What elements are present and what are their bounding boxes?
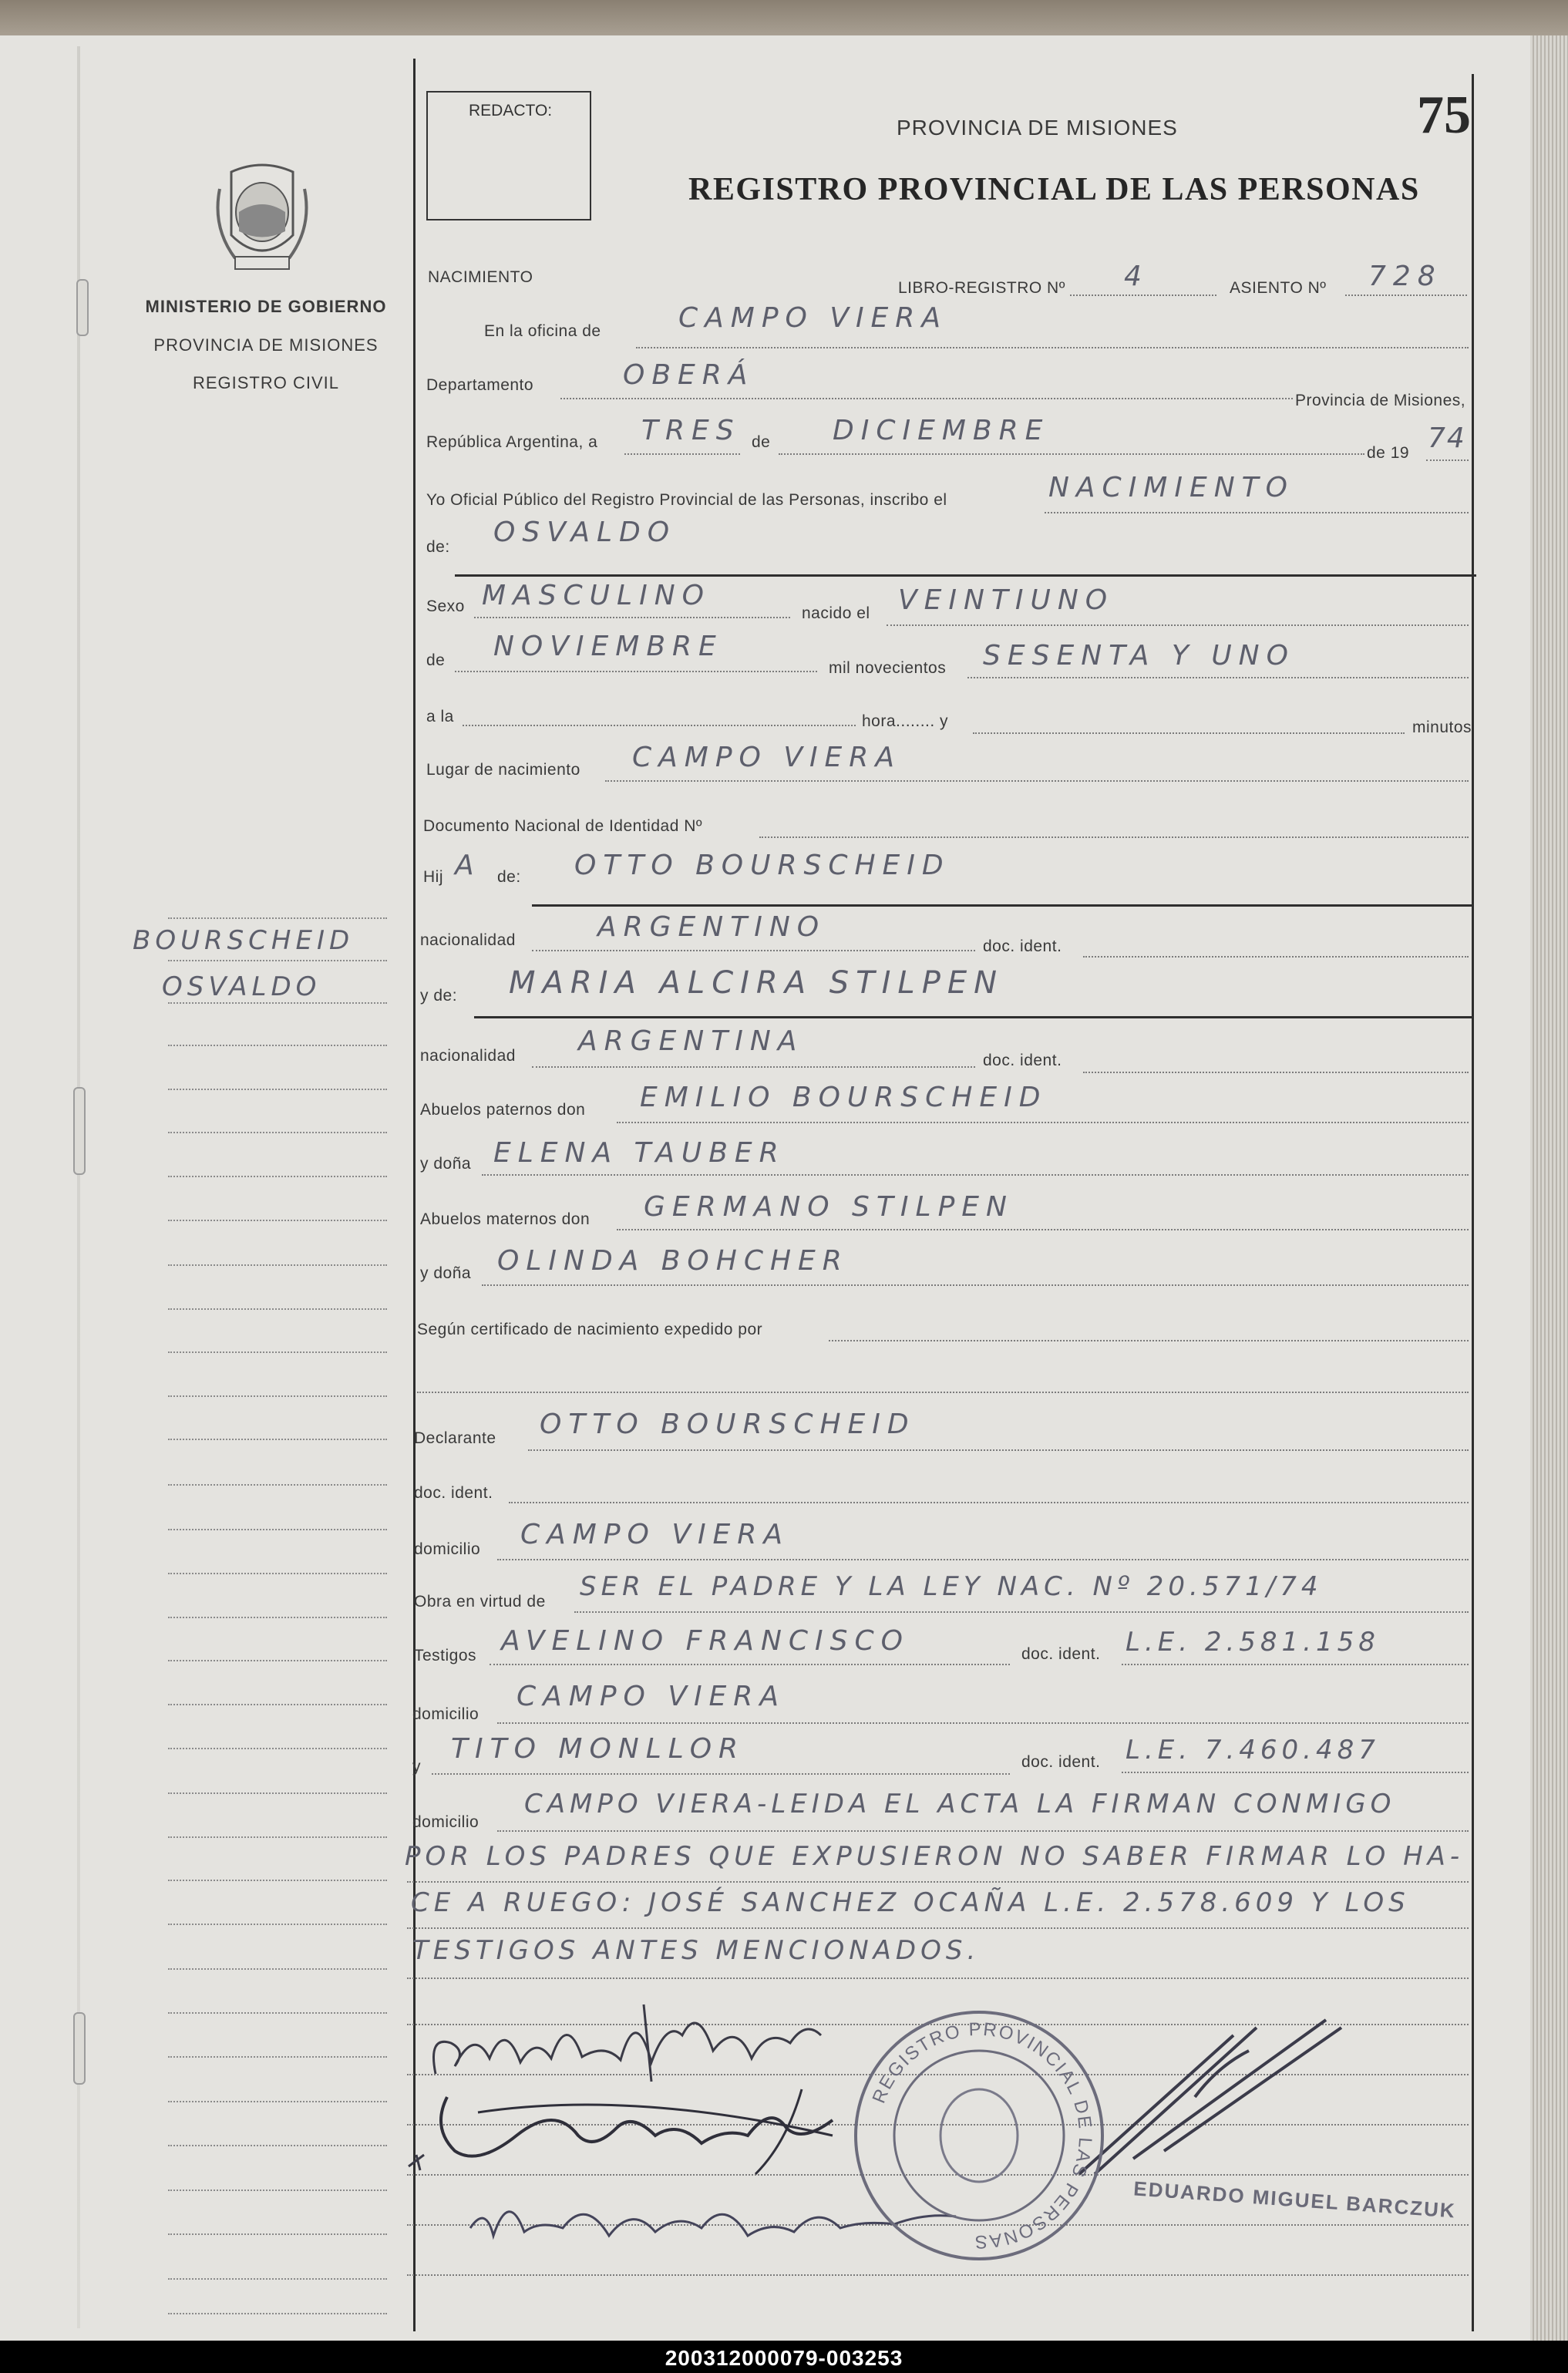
asiento-value: 728	[1368, 261, 1442, 292]
nac-padre-line	[532, 950, 975, 951]
domicilio-t2-value: CAMPO VIERA-LEIDA EL ACTA LA FIRMAN CONMIGO	[524, 1789, 1396, 1819]
anio-nac-line	[967, 677, 1469, 678]
registro-title: REGISTRO PROVINCIAL DE LAS PERSONAS	[688, 172, 1420, 207]
observacion-line-2	[407, 1927, 1469, 1929]
staple	[73, 1087, 86, 1175]
y-dona-paterna-label: y doña	[420, 1155, 472, 1173]
a-la-line	[463, 725, 856, 726]
abuela-materna-line	[482, 1284, 1469, 1286]
nac-padre-value: ARGENTINO	[597, 911, 826, 943]
abuelo-paterno-value: EMILIO BOURSCHEID	[640, 1082, 1048, 1113]
domicilio-decl-line	[497, 1559, 1469, 1560]
doc-decl-line	[509, 1502, 1469, 1503]
nacionalidad-padre-label: nacionalidad	[420, 931, 516, 949]
mes-line	[779, 453, 1364, 455]
de-mes-label: de	[426, 651, 446, 669]
mes-value: DICIEMBRE	[833, 415, 1050, 446]
lugar-label: Lugar de nacimiento	[426, 761, 580, 779]
sexo-label: Sexo	[426, 597, 465, 615]
margin-rule	[168, 1045, 387, 1046]
nacido-line	[887, 624, 1469, 626]
margin-rule	[168, 1704, 387, 1705]
dni-label: Documento Nacional de Identidad Nº	[423, 817, 703, 835]
observacion-line3: TESTIGOS ANTES MENCIONADOS.	[412, 1935, 981, 1966]
dni-line	[759, 836, 1469, 838]
doc-ident-padre-label: doc. ident.	[983, 937, 1062, 955]
nombre-value: OSVALDO	[493, 517, 677, 548]
domicilio-decl-label: domicilio	[414, 1540, 481, 1558]
hij-label: Hij	[423, 868, 443, 886]
margin-rule	[168, 1002, 387, 1004]
coat-of-arms-emblem	[208, 158, 316, 278]
margin-rule	[168, 1308, 387, 1310]
sexo-value: MASCULINO	[482, 580, 711, 611]
domicilio-t1-value: CAMPO VIERA	[516, 1681, 786, 1712]
declarante-label: Declarante	[414, 1429, 496, 1447]
margin-rule	[168, 1617, 387, 1618]
margin-rule	[168, 2145, 387, 2146]
declarante-value: OTTO BOURSCHEID	[540, 1409, 916, 1440]
obra-label: Obra en virtud de	[414, 1593, 546, 1611]
madre-value: MARIA ALCIRA STILPEN	[509, 965, 1004, 1001]
asiento-line	[1345, 295, 1467, 296]
margin-rule	[168, 1351, 387, 1353]
testigos-label: Testigos	[414, 1647, 477, 1664]
binding-fold	[77, 46, 80, 2328]
margin-rule	[168, 1573, 387, 1574]
doc-padre-line	[1083, 956, 1469, 958]
margin-rule	[168, 2313, 387, 2314]
testigo2-doc: L.E. 7.460.487	[1126, 1735, 1380, 1765]
header-provincia: PROVINCIA DE MISIONES	[897, 116, 1178, 140]
margin-rule	[168, 1264, 387, 1266]
y-dona-materna-label: y doña	[420, 1264, 472, 1282]
sidebar-registro-civil: REGISTRO CIVIL	[192, 373, 340, 392]
abuela-paterna-line	[482, 1174, 1469, 1176]
oficina-value: CAMPO VIERA	[678, 302, 947, 334]
republica-label: República Argentina, a	[426, 433, 598, 451]
margin-rule	[168, 1132, 387, 1133]
document-id: 200312000079-003253	[665, 2346, 903, 2370]
staple	[76, 279, 89, 336]
oficina-line	[636, 347, 1469, 348]
doc-t1-line	[1122, 1664, 1469, 1665]
mes-nac-value: NOVIEMBRE	[493, 631, 723, 662]
ministerio-title: MINISTERIO DE GOBIERNO	[145, 297, 387, 316]
yo-oficial-label: Yo Oficial Público del Registro Provincial de las Personas, inscribo el	[426, 491, 947, 509]
padre-value: OTTO BOURSCHEID	[574, 850, 951, 881]
domicilio-t1-line	[497, 1722, 1469, 1724]
departamento-line	[560, 398, 1293, 399]
margin-rule	[168, 1748, 387, 1749]
svg-text:REGISTRO PROVINCIAL DE LAS PER	[869, 2019, 1096, 2252]
abuelo-paterno-line	[617, 1122, 1469, 1123]
inscribo-line	[1045, 512, 1469, 513]
provincia-suffix: Provincia de Misiones,	[1295, 392, 1466, 409]
doc-ident-t1-label: doc. ident.	[1021, 1645, 1101, 1663]
obra-value: SER EL PADRE Y LA LEY NAC. Nº 20.571/74	[580, 1571, 1323, 1602]
left-frame-line	[413, 59, 416, 2331]
margin-rule	[168, 917, 387, 919]
lugar-value: CAMPO VIERA	[632, 742, 901, 773]
nacido-label: nacido el	[802, 604, 870, 622]
y-testigo2-label: y	[412, 1758, 421, 1776]
abuela-materna-value: OLINDA BOHCHER	[497, 1245, 849, 1277]
declarante-line	[528, 1449, 1469, 1451]
abuelo-materno-value: GERMANO STILPEN	[644, 1191, 1014, 1223]
margin-rule	[168, 1968, 387, 1970]
anio-nac-value: SESENTA Y UNO	[983, 640, 1295, 672]
mes-nac-line	[455, 671, 817, 672]
nacido-value: VEINTIUNO	[898, 584, 1115, 616]
margin-rule	[168, 1176, 387, 1177]
testigo1-value: AVELINO FRANCISCO	[501, 1625, 910, 1657]
abuelos-maternos-label: Abuelos maternos don	[420, 1210, 591, 1228]
margin-rule	[168, 1439, 387, 1440]
certificado-line	[829, 1340, 1469, 1341]
margin-rule	[168, 1924, 387, 1925]
madre-line	[474, 1016, 1474, 1018]
margin-rule	[168, 1220, 387, 1221]
doc-madre-line	[1083, 1072, 1469, 1073]
officer-name-stamp: EDUARDO MIGUEL BARCZUK	[1132, 2176, 1457, 2223]
margin-rule	[168, 2012, 387, 2014]
obra-line	[574, 1611, 1469, 1613]
observacion-line-1	[407, 1881, 1469, 1883]
certificado-label: Según certificado de nacimiento expedido por	[417, 1321, 763, 1338]
hij-de-label: de:	[497, 868, 521, 886]
libro-label: LIBRO-REGISTRO Nº	[898, 279, 1065, 297]
de19-label: de 19	[1367, 444, 1410, 462]
padre-line	[532, 904, 1474, 907]
observacion-line1: POR LOS PADRES QUE EXPUSIERON NO SABER FIRMAR LO HA-	[405, 1841, 1465, 1872]
page-number: 75	[1417, 86, 1471, 145]
margin-rule	[168, 1089, 387, 1090]
nombre-line	[455, 574, 1476, 577]
redacto-label: REDACTO:	[469, 102, 553, 119]
redacto-box	[426, 91, 591, 220]
margin-rule	[168, 1836, 387, 1838]
anio-value: 74	[1428, 422, 1466, 454]
margin-rule	[168, 2056, 387, 2058]
testigo1-doc: L.E. 2.581.158	[1126, 1627, 1380, 1658]
doc-ident-madre-label: doc. ident.	[983, 1052, 1062, 1069]
witness-signature-2	[401, 2082, 863, 2182]
doc-ident-decl-label: doc. ident.	[414, 1484, 493, 1502]
official-seal	[848, 2004, 1110, 2267]
signature-rule	[407, 2274, 1469, 2276]
margin-rule	[168, 1660, 387, 1661]
nacionalidad-madre-label: nacionalidad	[420, 1047, 516, 1065]
margin-rule	[168, 960, 387, 961]
dia-value: TRES	[641, 415, 741, 446]
observacion-line2: CE A RUEGO: JOSÉ SANCHEZ OCAÑA L.E. 2.578.609 Y LOS	[411, 1887, 1410, 1918]
asiento-label: ASIENTO Nº	[1230, 279, 1327, 297]
margin-rule	[168, 1529, 387, 1530]
testigo1-line	[490, 1664, 1010, 1665]
sexo-line	[474, 617, 790, 618]
domicilio-t2-line	[497, 1830, 1469, 1832]
margin-rule	[168, 2278, 387, 2280]
margin-note-name: OSVALDO	[162, 971, 321, 1002]
testigo2-line	[432, 1773, 1010, 1775]
certificado-line-2	[417, 1392, 1469, 1393]
a-la-label: a la	[426, 708, 454, 725]
margin-rule	[168, 2190, 387, 2191]
departamento-value: OBERÁ	[623, 359, 755, 391]
margin-rule	[168, 1484, 387, 1486]
margin-rule	[168, 1880, 387, 1881]
nac-madre-value: ARGENTINA	[578, 1025, 804, 1057]
hora-label: hora........ y	[862, 712, 949, 730]
witness-signature-1	[420, 1989, 852, 2089]
margin-note-surname: BOURSCHEID	[133, 925, 355, 956]
doc-ident-t2-label: doc. ident.	[1021, 1753, 1101, 1771]
abuelo-materno-line	[617, 1229, 1469, 1230]
domicilio-t2-label: domicilio	[412, 1813, 479, 1831]
mil-label: mil novecientos	[829, 659, 947, 677]
abuela-paterna-value: ELENA TAUBER	[493, 1137, 786, 1169]
margin-rule	[168, 1395, 387, 1397]
yde-label: y de:	[420, 987, 458, 1005]
minutos-line	[973, 732, 1405, 734]
de-colon-label: de:	[426, 538, 450, 556]
abuelos-paternos-label: Abuelos paternos don	[420, 1101, 586, 1119]
observacion-line-3	[407, 1978, 1469, 1979]
testigo2-value: TITO MONLLOR	[451, 1733, 745, 1765]
libro-value: 4	[1124, 261, 1149, 292]
dia-line	[624, 453, 740, 455]
sidebar-provincia: PROVINCIA DE MISIONES	[153, 335, 379, 355]
page-stack-edge	[1530, 35, 1568, 2341]
margin-rule	[168, 2101, 387, 2102]
nac-madre-line	[532, 1066, 975, 1068]
hij-suffix: A	[455, 850, 481, 881]
seal-text: REGISTRO PROVINCIAL DE LAS PERSONAS	[868, 2018, 1096, 2253]
libro-line	[1070, 295, 1216, 296]
staple	[73, 2012, 86, 2085]
oficina-label: En la oficina de	[484, 322, 601, 340]
inscribo-value: NACIMIENTO	[1048, 472, 1294, 503]
right-frame-line	[1472, 74, 1474, 2331]
doc-t2-line	[1122, 1772, 1469, 1773]
book-top-edge	[0, 0, 1568, 35]
minutos-label: minutos	[1412, 719, 1472, 736]
de-label: de	[752, 433, 771, 451]
anio-line	[1426, 459, 1469, 461]
margin-rule	[168, 2233, 387, 2235]
lugar-line	[605, 780, 1469, 782]
domicilio-decl-value: CAMPO VIERA	[520, 1519, 789, 1550]
margin-rule	[168, 1792, 387, 1794]
domicilio-t1-label: domicilio	[412, 1705, 479, 1723]
departamento-label: Departamento	[426, 376, 534, 394]
nacimiento-label: NACIMIENTO	[428, 268, 533, 286]
